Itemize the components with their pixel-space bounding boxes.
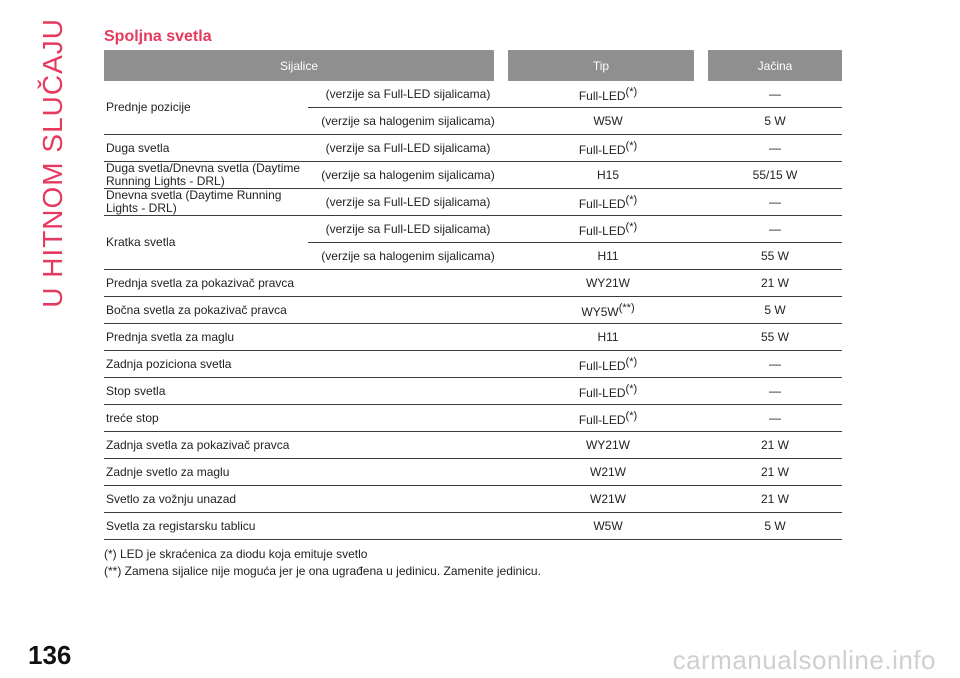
bulb-location: Prednja svetla za maglu xyxy=(106,329,235,344)
bulb-type-text: Full-LED xyxy=(578,196,626,211)
chapter-side-title xyxy=(26,18,80,308)
bulb-type xyxy=(508,330,708,344)
table-row xyxy=(104,135,842,162)
bulb-variants xyxy=(308,297,842,323)
bulb-type xyxy=(508,114,708,128)
bulb-table xyxy=(104,50,842,580)
variant-text: (verzije sa halogenim sijalicama) xyxy=(321,114,495,128)
bulb-type-text: Full-LED xyxy=(578,412,626,427)
header-sijalice: Sijalice xyxy=(104,50,494,81)
bulb-power: 5 W xyxy=(764,519,786,533)
footnote-marker: (*) xyxy=(625,85,638,98)
footnotes xyxy=(104,546,842,580)
bulb-type-text: W5W xyxy=(593,114,623,128)
table-row xyxy=(104,189,842,216)
header-gap xyxy=(694,50,708,81)
variant-row xyxy=(308,513,842,539)
bulb-location: Prednja svetla za pokazivač pravca xyxy=(106,275,295,290)
bulb-power: — xyxy=(769,87,781,101)
footnote-marker: (*) xyxy=(625,139,638,152)
section-title: Spoljna svetla xyxy=(104,28,212,45)
bulb-power: 5 W xyxy=(764,114,786,128)
variant-text: (verzije sa Full-LED sijalicama) xyxy=(325,195,491,209)
variant-row xyxy=(308,351,842,377)
variant-text: (verzije sa Full-LED sijalicama) xyxy=(325,141,491,155)
bulb-type-text: H11 xyxy=(597,249,619,263)
bulb-variants xyxy=(308,324,842,350)
bulb-type xyxy=(508,194,708,211)
bulb-variants xyxy=(308,459,842,485)
footnote-marker: (*) xyxy=(625,193,638,206)
variant-row xyxy=(308,324,842,350)
variant-row xyxy=(308,81,842,108)
variant-row xyxy=(308,270,842,296)
bulb-variants xyxy=(308,162,842,188)
bulb-location: Svetlo za vožnju unazad xyxy=(106,491,237,506)
watermark: carmanualsonline.info xyxy=(672,645,936,675)
bulb-type-text: Full-LED xyxy=(578,142,626,157)
bulb-power: — xyxy=(769,195,781,209)
table-row xyxy=(104,378,842,405)
variant-row xyxy=(308,486,842,512)
bulb-location: Kratka svetla xyxy=(106,235,176,249)
variant-row xyxy=(308,405,842,431)
variant-row xyxy=(308,216,842,243)
bulb-type-text: Full-LED xyxy=(578,385,626,400)
bulb-type xyxy=(508,276,708,290)
bulb-power: 55 W xyxy=(760,330,789,344)
header-jacina: Jačina xyxy=(708,50,842,81)
variant-text: (verzije sa halogenim sijalicama) xyxy=(321,249,495,263)
variant-row xyxy=(308,297,842,323)
footnote-marker: (**) xyxy=(618,301,635,314)
bulb-type-text: WY21W xyxy=(585,276,630,290)
table-row xyxy=(104,216,842,270)
bulb-type xyxy=(508,519,708,533)
variant-row xyxy=(308,432,842,458)
bulb-variants xyxy=(308,270,842,296)
bulb-variants xyxy=(308,81,842,134)
bulb-type xyxy=(508,86,708,103)
bulb-power: — xyxy=(769,384,781,398)
bulb-type xyxy=(508,302,708,319)
bulb-location: Duga svetla xyxy=(106,140,170,155)
variant-row xyxy=(308,135,842,161)
bulb-type-text: W21W xyxy=(590,465,626,479)
variant-text: (verzije sa halogenim sijalicama) xyxy=(321,168,495,182)
page-number: 136 xyxy=(28,640,72,670)
table-row xyxy=(104,351,842,378)
bulb-type-text: WY21W xyxy=(585,438,630,452)
bulb-type xyxy=(508,465,708,479)
table-row xyxy=(104,162,842,189)
bulb-power: 21 W xyxy=(760,492,789,506)
bulb-type-text: W21W xyxy=(590,492,626,506)
bulb-type xyxy=(508,438,708,452)
table-row xyxy=(104,81,842,135)
bulb-type-text: H11 xyxy=(597,330,619,344)
table-header xyxy=(104,50,842,81)
bulb-variants xyxy=(308,189,842,215)
bulb-variants xyxy=(308,216,842,269)
footnote-marker: (*) xyxy=(625,355,638,368)
bulb-power: 5 W xyxy=(764,303,786,317)
footnote-marker: (*) xyxy=(625,409,638,422)
header-tip: Tip xyxy=(508,50,694,81)
variant-row xyxy=(308,108,842,134)
variant-row xyxy=(308,378,842,404)
bulb-location: treće stop xyxy=(106,410,159,425)
bulb-location: Svetla za registarsku tablicu xyxy=(106,518,256,533)
bulb-location: Prednje pozicije xyxy=(106,100,191,114)
bulb-type xyxy=(508,249,708,263)
variant-row xyxy=(308,189,842,215)
bulb-location: Zadnja svetla za pokazivač pravca xyxy=(106,437,290,452)
chapter-title-text: U HITNOM SLUČAJU xyxy=(37,18,68,308)
bulb-type-text: W5W xyxy=(593,519,623,533)
bulb-type-text: WY5W xyxy=(581,304,619,319)
bulb-type-text: Full-LED xyxy=(578,88,626,103)
footnote-unit: (**) Zamena sijalice nije moguća jer je ona ugrađena u jedinicu. Zamenite jedinicu. xyxy=(104,564,541,578)
header-gap xyxy=(494,50,508,81)
bulb-variants xyxy=(308,135,842,161)
bulb-power: 21 W xyxy=(760,465,789,479)
table-row xyxy=(104,432,842,459)
bulb-location: Bočna svetla za pokazivač pravca xyxy=(106,302,287,317)
bulb-variants xyxy=(308,378,842,404)
bulb-power: — xyxy=(769,141,781,155)
bulb-type xyxy=(508,492,708,506)
bulb-variants xyxy=(308,351,842,377)
bulb-power: 21 W xyxy=(760,276,789,290)
bulb-power: 55 W xyxy=(760,249,789,263)
table-row xyxy=(104,405,842,432)
bulb-type-text: Full-LED xyxy=(578,223,626,238)
table-body xyxy=(104,81,842,540)
bulb-variants xyxy=(308,486,842,512)
bulb-type-text: Full-LED xyxy=(578,358,626,373)
bulb-location: Duga svetla/Dnevna svetla (Daytime Running Lights - DRL) xyxy=(106,161,301,188)
bulb-power: 21 W xyxy=(760,438,789,452)
footnote-led: (*) LED je skraćenica za diodu koja emituje svetlo xyxy=(104,547,368,561)
footnote-marker: (*) xyxy=(625,382,638,395)
bulb-type xyxy=(508,221,708,238)
bulb-variants xyxy=(308,513,842,539)
bulb-variants xyxy=(308,432,842,458)
bulb-type xyxy=(508,410,708,427)
bulb-type xyxy=(508,168,708,182)
bulb-type xyxy=(508,383,708,400)
variant-text: (verzije sa Full-LED sijalicama) xyxy=(325,222,491,236)
bulb-power: 55/15 W xyxy=(752,168,798,182)
bulb-location: Stop svetla xyxy=(106,383,166,398)
bulb-variants xyxy=(308,405,842,431)
variant-row xyxy=(308,459,842,485)
table-row xyxy=(104,270,842,297)
variant-text: (verzije sa Full-LED sijalicama) xyxy=(325,87,491,101)
bulb-power: — xyxy=(769,222,781,236)
variant-row xyxy=(308,243,842,269)
bulb-power: — xyxy=(769,411,781,425)
table-row xyxy=(104,324,842,351)
table-row xyxy=(104,459,842,486)
table-row xyxy=(104,297,842,324)
table-row xyxy=(104,513,842,540)
bulb-location: Zadnje svetlo za maglu xyxy=(106,464,230,479)
footnote-marker: (*) xyxy=(625,220,638,233)
bulb-power: — xyxy=(769,357,781,371)
bulb-location: Zadnja poziciona svetla xyxy=(106,356,232,371)
bulb-type-text: H15 xyxy=(596,168,619,182)
bulb-type xyxy=(508,140,708,157)
variant-row xyxy=(308,162,842,188)
bulb-location: Dnevna svetla (Daytime Running Lights - DRL) xyxy=(106,188,282,215)
bulb-type xyxy=(508,356,708,373)
table-row xyxy=(104,486,842,513)
